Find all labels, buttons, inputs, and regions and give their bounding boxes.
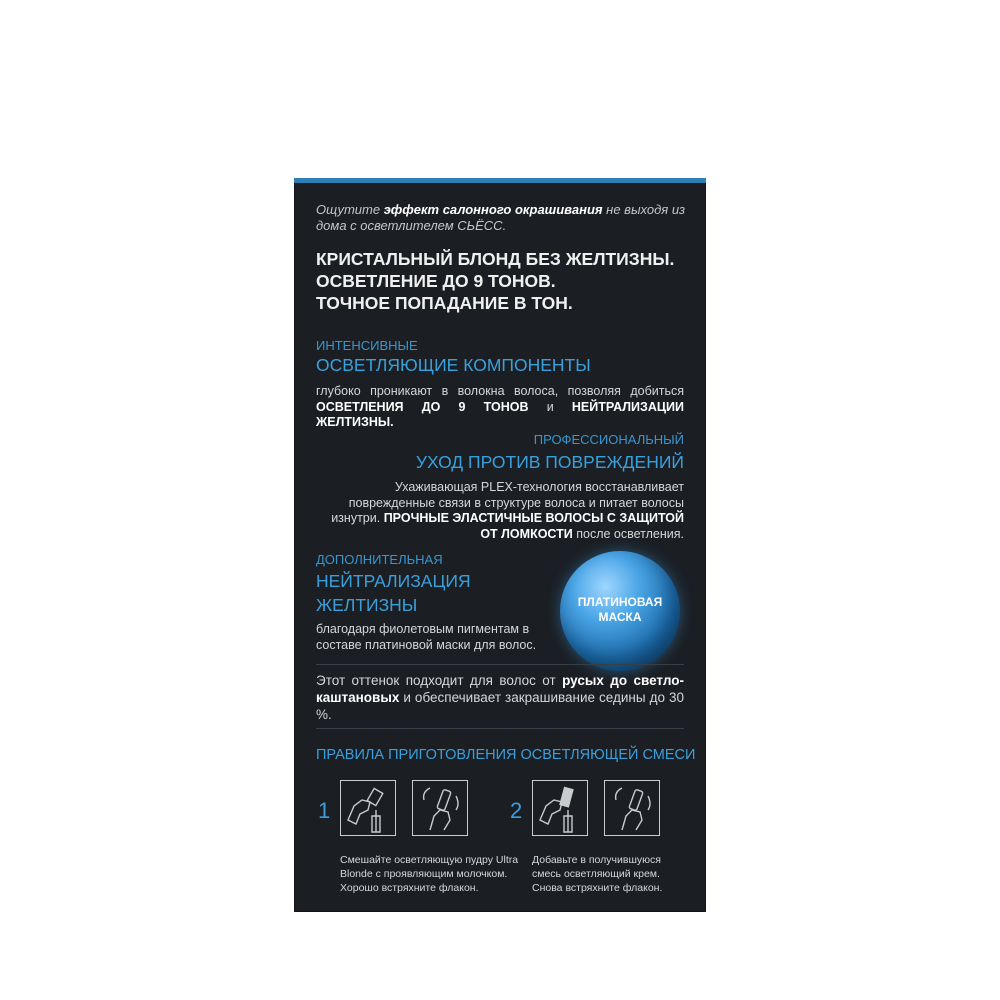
intro-text: Ощутите эффект салонного окрашивания не выходя из дома с осветлителем СЬЁСС. bbox=[316, 202, 686, 233]
shake-bottle-icon bbox=[412, 780, 468, 836]
step-1-text: Смешайте осветляющую пудру Ultra Blonde с проявляющим молочком. Хорошо встряхните флакон. bbox=[340, 853, 519, 894]
headline-line-3: ТОЧНОЕ ПОПАДАНИЕ В ТОН. bbox=[316, 293, 573, 313]
section3-title-line-2: ЖЕЛТИЗНЫ bbox=[316, 595, 418, 615]
platinum-mask-label: ПЛАТИНОВАЯ МАСКА bbox=[577, 595, 663, 624]
shake-bottle-icon bbox=[604, 780, 660, 836]
package-back-panel bbox=[294, 178, 706, 912]
glove-pour-icon bbox=[340, 780, 396, 836]
section3-label: ДОПОЛНИТЕЛЬНАЯ bbox=[316, 552, 443, 567]
headline-line-1: КРИСТАЛЬНЫЙ БЛОНД БЕЗ ЖЕЛТИЗНЫ. bbox=[316, 249, 675, 269]
headline bbox=[316, 248, 696, 314]
section2-title: УХОД ПРОТИВ ПОВРЕЖДЕНИЙ bbox=[415, 452, 684, 472]
platinum-mask-gem bbox=[560, 551, 680, 671]
headline-line-2: ОСВЕТЛЕНИЕ ДО 9 ТОНОВ. bbox=[316, 271, 556, 291]
top-accent-strip bbox=[294, 178, 706, 183]
section2-label: ПРОФЕССИОНАЛЬНЫЙ bbox=[533, 432, 684, 447]
divider-bottom bbox=[316, 728, 684, 729]
section3-title-line-1: НЕЙТРАЛИЗАЦИЯ bbox=[316, 571, 471, 591]
section2-text: Ухаживающая PLEX-технология восстанавливает поврежденные связи в структуре волоса и питает волосы изнутри. ПРОЧНЫЕ ЭЛАСТИЧНЫЕ ВОЛОСЫ С ЗАЩИТОЙ ОТ ЛОМКОСТИ после осветления. bbox=[331, 480, 684, 541]
suitability-text: Этот оттенок подходит для волос от русых до светло-каштановых и обеспечивает закрашивание седины до 30 %. bbox=[316, 673, 684, 722]
step-1-number: 1 bbox=[318, 798, 331, 823]
rules-title: ПРАВИЛА ПРИГОТОВЛЕНИЯ ОСВЕТЛЯЮЩЕЙ СМЕСИ bbox=[316, 747, 696, 763]
section1-title: ОСВЕТЛЯЮЩИЕ КОМПОНЕНТЫ bbox=[316, 355, 591, 375]
glove-squeeze-tube-icon bbox=[532, 780, 588, 836]
step-2-number: 2 bbox=[510, 798, 523, 823]
step-2-text: Добавьте в получившуюся смесь осветляющий крем. Снова встряхните флакон. bbox=[532, 853, 663, 894]
section1-label: ИНТЕНСИВНЫЕ bbox=[316, 338, 418, 353]
section1-text: глубоко проникают в волокна волоса, позволяя добиться ОСВЕТЛЕНИЯ ДО 9 ТОНОВ и НЕЙТРАЛИЗАЦИИ ЖЕЛТИЗНЫ. bbox=[316, 384, 684, 429]
divider-top bbox=[316, 664, 684, 665]
section3-text: благодаря фиолетовым пигментам в составе платиновой маски для волос. bbox=[316, 622, 537, 652]
